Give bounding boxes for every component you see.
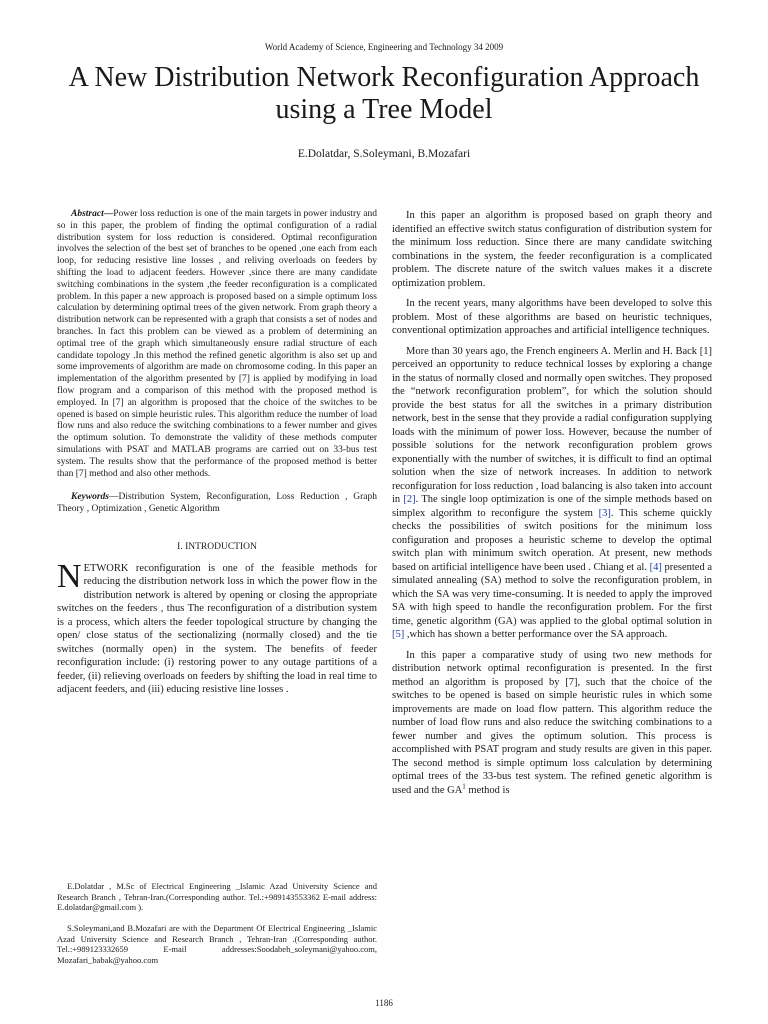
author-list: E.Dolatdar, S.Soleymani, B.Mozafari — [297, 148, 471, 160]
paragraph-4 — [392, 649, 712, 798]
paragraph-3-text-d: presented a simulated annealing (SA) method to solve the reconfiguration problem, in which the SA was very time-consuming. It is needed to apply the improved SA with high speed to handle the reconfiguration problem. For the first time, genetic algorithm (GA) was applied to the global optimal solution in — [392, 561, 712, 627]
footnote-marker: 1 — [462, 782, 466, 790]
section-heading-introduction: I. INTRODUCTION — [177, 541, 257, 552]
page-number: 1186 — [375, 998, 393, 1008]
citation-link-4[interactable]: [4] — [649, 561, 662, 573]
paragraph-3 — [392, 345, 712, 642]
citation-link-3[interactable]: [3] — [598, 507, 611, 519]
paragraph-3-text-e: ,which has shown a better performance over the SA approach. — [404, 629, 668, 640]
citation-link-2[interactable]: [2] — [403, 494, 416, 505]
paragraph-3-text-a: More than 30 years ago, the French engineers A. Merlin and H. Back [1] perceived an opportunity to reduce technical losses by exploring a change in the status of normally closed and normally open switches. They proposed the “network reconfiguration problem”, for which the solution should provide the best status for all the switches in a primary distribution network, best in the sense that they provide a radial configuration supplying loads with the minimum of power loss. However, because the number of possible solutions for the network reconfiguration problem grows exponentially with the number of switches, it is difficult to find an optimal solution when the size of network increases. In addition to network reconfiguration for loss reduction , load balancing is also taken into account in — [392, 345, 712, 505]
paragraph-3-text-c: . This scheme quickly checks the possibilities of switch positions for the minimum loss configuration and proposes a heuristic scheme to develop the optimal switch plan with minimum switch operation. At present, new methods based on artificial intelligence have been used . Chiang et al. — [392, 507, 712, 573]
abstract-label: Abstract— — [71, 209, 114, 219]
right-column — [392, 209, 712, 804]
keywords-text: —Distribution System, Reconfiguration, Loss Reduction , Graph Theory , Optimization , Genetic Algorithm — [57, 492, 377, 515]
paragraph-4-text-a: In this paper a comparative study of using two new methods for distribution network optimal reconfiguration is presented. In the first method an algorithm is proposed by [7], such that the choice of the switches to be opened is based on simple heuristic rules in which some improvements are made on load flow pattern. This algorithm reduce the number of load flow runs and also reduce the switching combinations to a fewer number and gives the optimum solution. This process is accomplished with PSAT program and study results are given in this paper. The second method is simple optimum loss calculation by determining optimal trees of the 33-bus test system. The refined genetic algorithm is used and the GA — [392, 649, 712, 796]
introduction-text: ETWORK reconfiguration is one of the feasible methods for reducing the distribution network loss in which the power flow in the distribution network is altered by opening or closing the appropriate switches on the feeders , thus The reconfiguration of a distribution system is a process, which alters the feeder topological structure by changing the open/ close status of the sectionalizing (normally closed) and the tie switches (normally open) in the system. The benefits of feeder reconfiguration include: (i) restoring power to any outage partitions of a feeder, (ii) relieving overloads on feeders by shifting the load in real time to adjacent feeders, and (iii) educing resistive line losses . — [57, 562, 377, 696]
paragraph-1: In this paper an algorithm is proposed based on graph theory and identified an effective switch status configuration of distribution system for the minimum loss reduction. Since there are many candidate switching combinations in the system, the feeder reconfiguration is a complicated problem. The discrete nature of the switch values makes it a discrete optimization problem. — [392, 210, 712, 289]
keywords-label: Keywords — [71, 492, 109, 503]
footnote-author-1: E.Dolatdar , M.Sc of Electrical Engineering _Islamic Azad University Science and Research Branch , Tehran-Iran.(Corresponding author. Tel.:+989143553362 E-mail address: E.dolatdar@gmail.com ). — [57, 881, 377, 912]
citation-link-5[interactable]: [5] — [392, 629, 405, 640]
dropcap-letter: N — [57, 557, 82, 595]
paragraph-4-text-b: method is — [465, 784, 510, 796]
abstract-text: Power loss reduction is one of the main targets in power industry and so in this paper, the problem of finding the optimal configuration of a radial distribution system for loss reduction is considered. Optimal reconfiguration involves the selection of the best set of branches to be opened ,one each from each loop, for reducing resistive line losses , and reliving overloads on feeders by shifting the load to adjacent feeders. However ,since there are many candidate switching combinations in the system ,the feeder reconfiguration is a complicated problem. In this paper a new approach is proposed based on a simple optimum loss calculation by determining optimal trees of the given network. From graph theory a distribution network can be represented with a graph that consists a set of nodes and branches. In fact this problem can be viewed as a problem of determining an optimal tree of the graph which simultaneously ensure radial structure of each candidate topology .In this method the refined genetic algorithm is also set up and some improvements of algorithm are made on chromosome coding. In this paper an implementation of the algorithm presented by [7] is applied by modifying in load flow program and a comparison of this method with the proposed method is employed. In [7] an algorithm is proposed that the choice of the switches to be opened is based on simple heuristic rules. This algorithm reduce the number of load flow runs and also reduce the switching combinations to a fewer number and gives the optimum solution. To demonstrate the validity of these methods computer simulations with PSAT and MATLAB programs are carried out on 33-bus test system. The results show that the performance of the proposed method is better than [7] method and also other methods. — [57, 209, 377, 479]
abstract — [57, 209, 377, 480]
introduction-paragraph — [57, 557, 377, 697]
journal-header: World Academy of Science, Engineering and Technology 34 2009 — [264, 42, 504, 52]
left-column — [57, 209, 377, 697]
footnote-author-2: S.Soleymani,and B.Mozafari are with the Department Of Electrical Engineering _Islamic Azad University Science and Research Branch , Tehran-Iran .(Corresponding author. Tel.:+989123332659 E-mail addresses:Soodabeh_soleymani@yahoo.com, Mozafari_babak@yahoo.com — [57, 923, 377, 965]
paragraph-3-text-b: . The single loop optimization is one of the simple methods based on simplex algorithm to reconfigure the system — [392, 494, 712, 519]
keywords — [57, 492, 377, 516]
paper-title: A New Distribution Network Reconfiguration Approach using a Tree Model — [68, 62, 700, 125]
paragraph-2: In the recent years, many algorithms have been developed to solve this problem. Most of these algorithms are based on heuristic techniques, conventional optimization approaches and artificial intelligence techniques. — [392, 298, 712, 336]
